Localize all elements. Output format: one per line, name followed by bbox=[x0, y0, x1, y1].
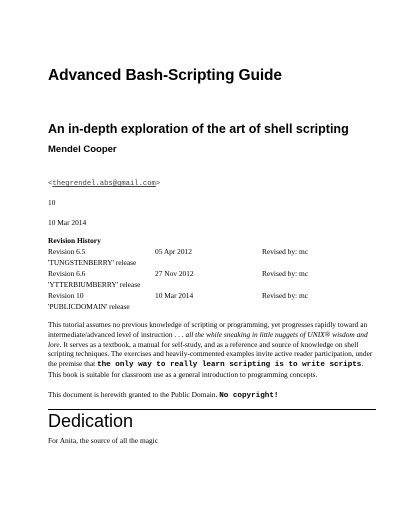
revision-number: Revision 6.6 bbox=[48, 269, 86, 278]
email-open-bracket: < bbox=[48, 180, 53, 188]
revision-row bbox=[48, 269, 368, 280]
revision-row bbox=[48, 247, 368, 258]
revision-note: 'PUBLICDOMAIN' release bbox=[48, 301, 130, 311]
publication-date: 10 Mar 2014 bbox=[48, 218, 87, 227]
abstract-paragraph-1 bbox=[48, 320, 376, 371]
abstract-code-text: the only way to really learn scripting is to write scripts bbox=[97, 361, 362, 370]
document-title: Advanced Bash-Scripting Guide bbox=[48, 67, 282, 84]
revision-note: 'YTTERBIUMBERRY' release bbox=[48, 279, 141, 289]
document-subtitle: An in-depth exploration of the art of shell scripting bbox=[48, 122, 349, 136]
revision-history-table bbox=[48, 247, 368, 313]
section-divider bbox=[48, 409, 376, 410]
abstract-paragraph-2: This book is suitable for classroom use as a general introduction to programming concepts. bbox=[48, 370, 318, 379]
author-name: Mendel Cooper bbox=[48, 144, 117, 155]
edition-number: 10 bbox=[48, 198, 56, 207]
abstract-paragraph-3 bbox=[48, 390, 376, 402]
revision-author: Revised by: mc bbox=[262, 291, 308, 300]
revision-date: 10 Mar 2014 bbox=[155, 291, 194, 300]
abstract-italic-text: all the while sneaking in little nuggets of UNIX® wisdom and lore bbox=[48, 329, 368, 349]
dedication-heading: Dedication bbox=[48, 411, 134, 431]
dedication-text: For Anita, the source of all the magic bbox=[48, 436, 159, 445]
abstract-text: This tutorial assumes no previous knowledge of scripting or programming, yet progresses rapidly toward an intermediate/advanced level of instruction . . . bbox=[48, 320, 368, 339]
revision-author: Revised by: mc bbox=[262, 247, 308, 256]
revision-date: 27 Nov 2012 bbox=[155, 269, 194, 278]
revision-number: Revision 6.5 bbox=[48, 247, 86, 256]
revision-row bbox=[48, 291, 368, 302]
email-close-bracket: > bbox=[155, 180, 161, 188]
revision-author: Revised by: mc bbox=[262, 269, 308, 278]
email-link[interactable]: thegrendel.abs@gmail.com bbox=[52, 180, 156, 188]
revision-history-heading: Revision History bbox=[48, 236, 101, 245]
revision-note: 'TUNGSTENBERRY' release bbox=[48, 257, 137, 267]
no-copyright-text: No copyright! bbox=[219, 392, 279, 400]
revision-number: Revision 10 bbox=[48, 291, 84, 300]
author-email bbox=[48, 180, 160, 188]
abstract-text: . bbox=[361, 359, 364, 369]
abstract-text: This document is herewith granted to the Public Domain. bbox=[48, 390, 220, 399]
revision-date: 05 Apr 2012 bbox=[155, 247, 192, 256]
abstract-text: . It serves as a textbook, a manual for self-study, and as a reference and source of knowledge on shell scripting techniques. The exercises and heavily-commented examples invite active reader participation, under the premise that bbox=[48, 339, 373, 369]
